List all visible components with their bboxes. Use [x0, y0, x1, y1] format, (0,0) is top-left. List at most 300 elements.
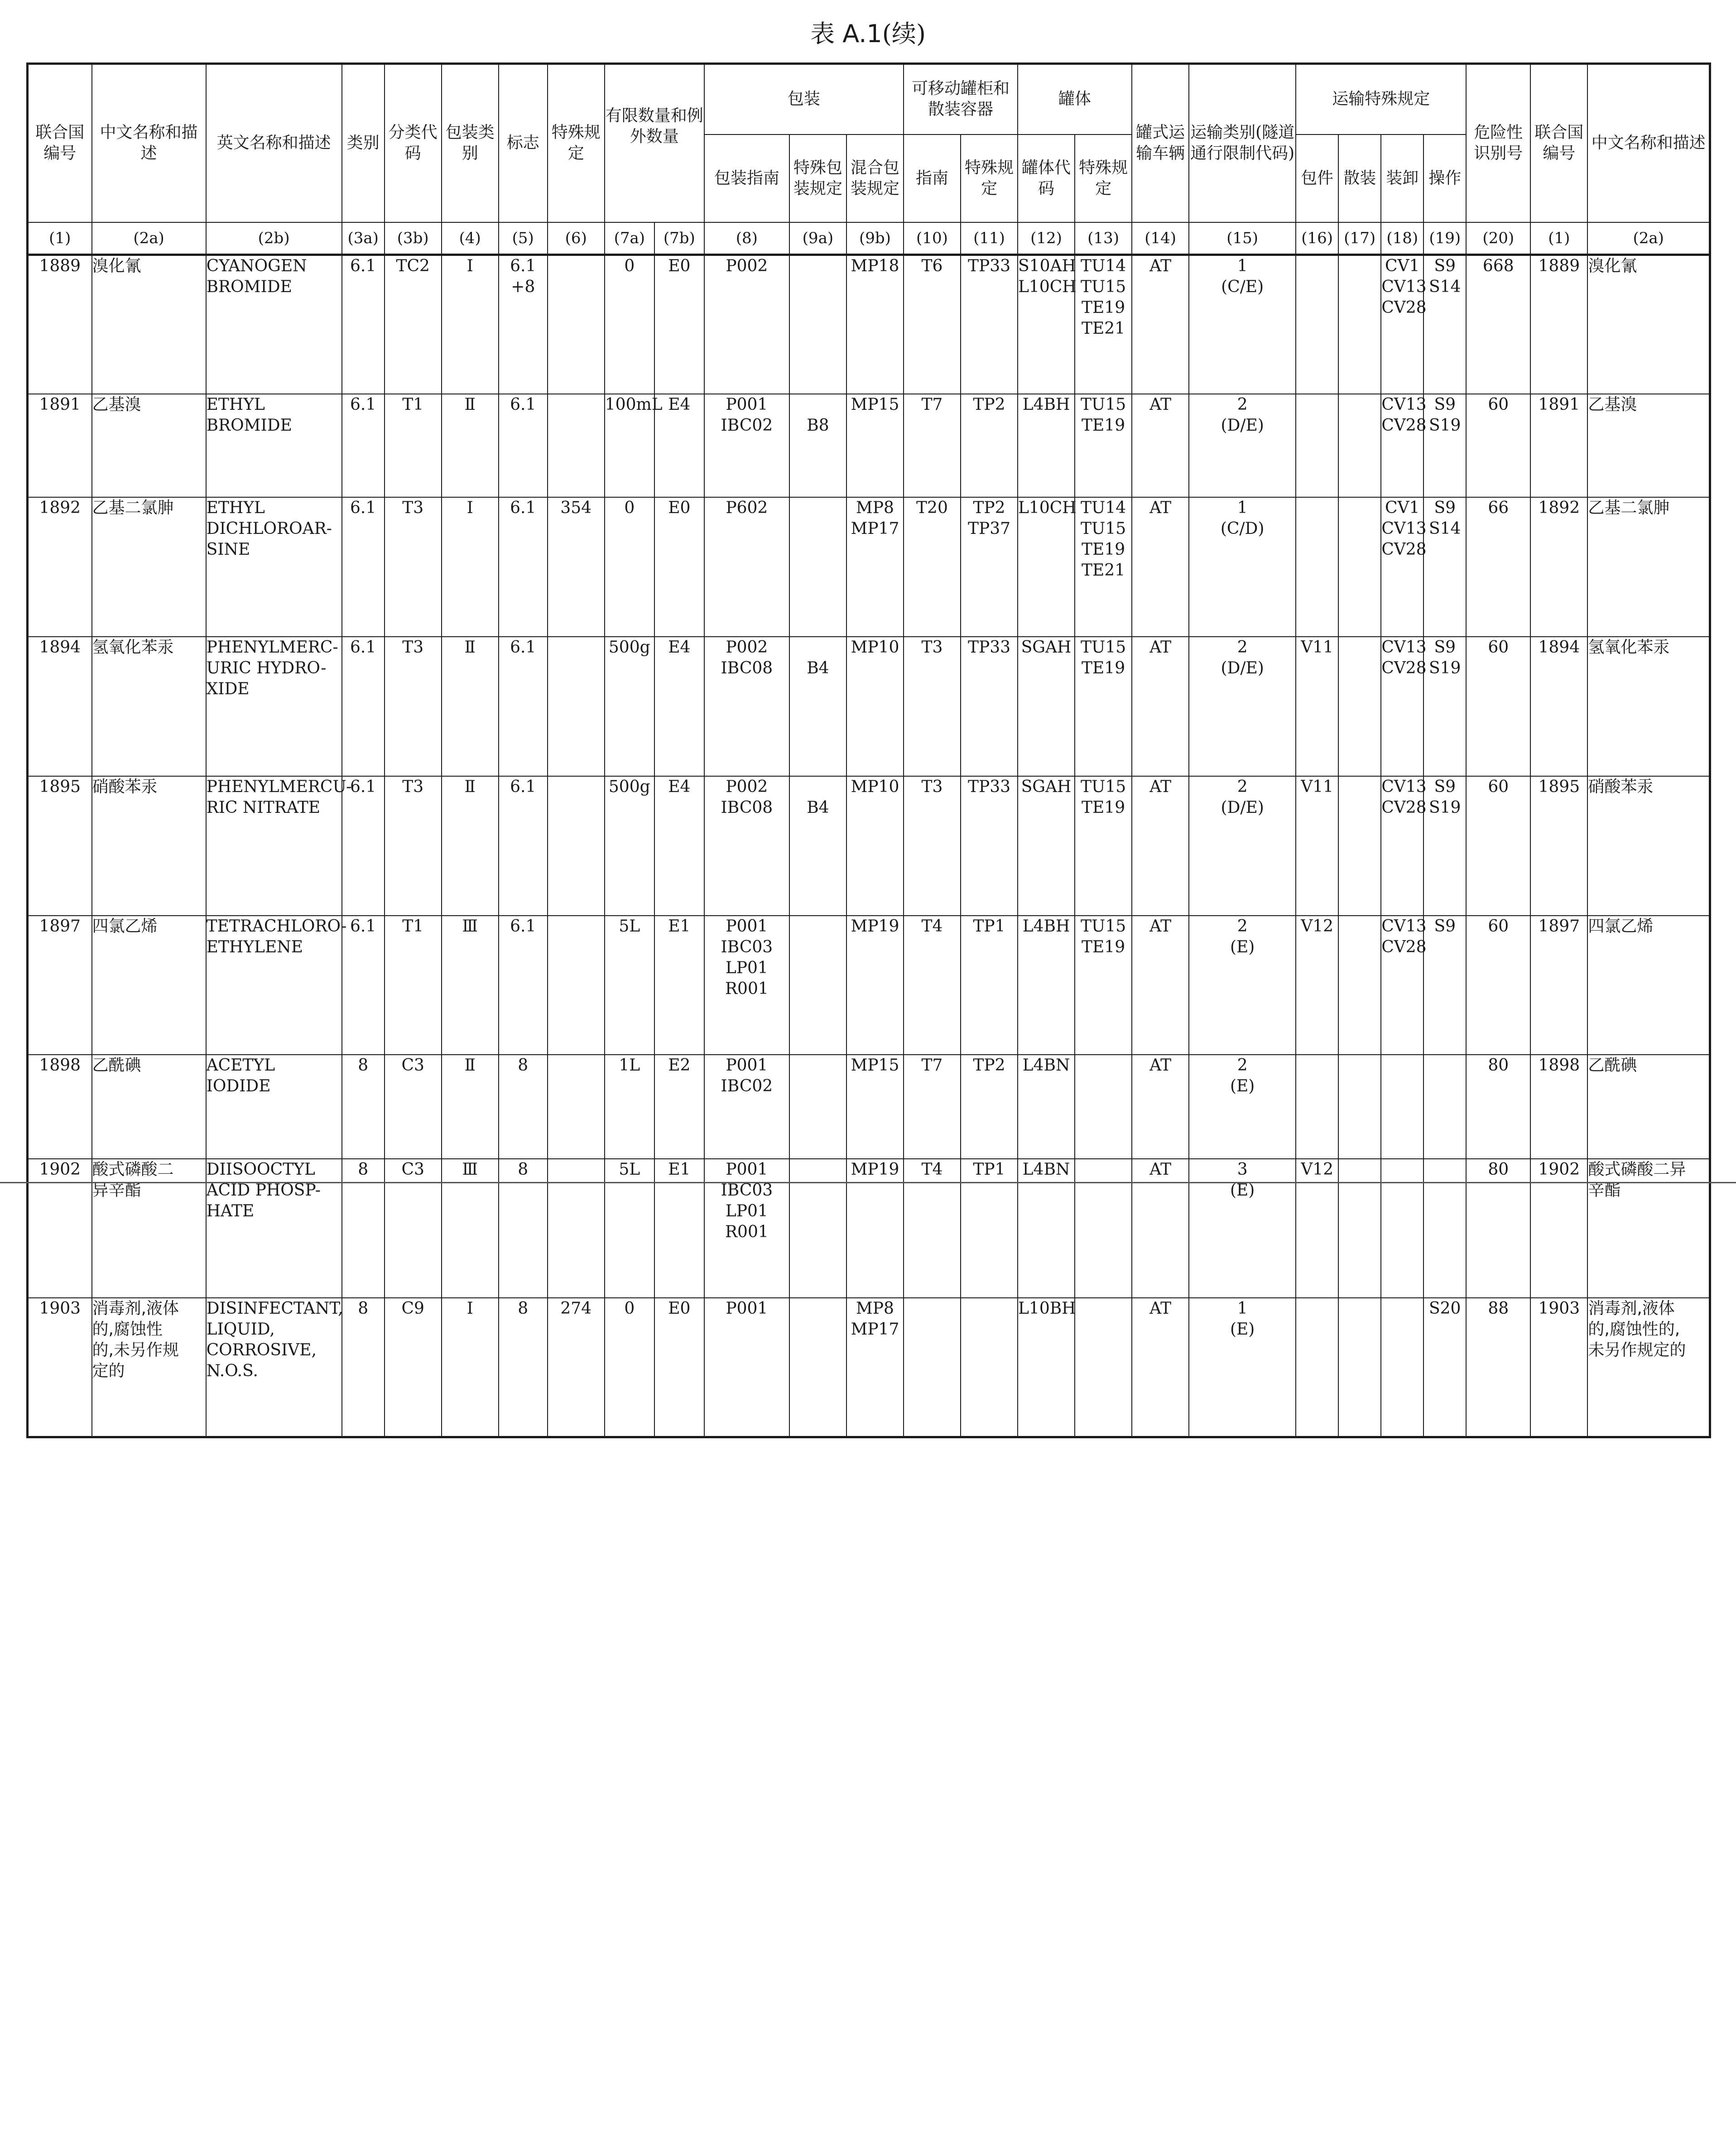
table-cell	[1018, 1298, 1075, 1437]
table-cell	[904, 776, 961, 916]
cell-line: Ⅱ	[464, 1056, 476, 1075]
cell-line: 1897	[39, 917, 81, 936]
table-cell	[1466, 394, 1530, 497]
cell-line: S19	[1428, 416, 1461, 435]
table-title-main: 表 A.1	[810, 19, 882, 48]
cell-line: L10CH	[1018, 278, 1077, 296]
cell-line: (D/E)	[1221, 416, 1264, 435]
column-number: (16)	[1296, 222, 1338, 255]
cell-line: P002	[726, 257, 768, 275]
column-number: (3b)	[385, 222, 442, 255]
cell-line: 2	[1237, 917, 1248, 936]
table-cell	[342, 637, 385, 776]
table-cell	[1587, 637, 1710, 776]
column-number: (19)	[1423, 222, 1466, 255]
cell-line: 氢氧化苯汞	[92, 638, 174, 657]
table-cell	[385, 637, 442, 776]
header-cn-name-repeat: 中文名称和描述	[1587, 64, 1710, 222]
column-number: (17)	[1338, 222, 1381, 255]
cell-line	[1296, 256, 1338, 277]
cell-line: 1894	[1538, 638, 1580, 657]
cell-line: MP15	[851, 1056, 899, 1075]
cell-line: E4	[668, 777, 691, 796]
cell-line: 6.1	[350, 917, 376, 936]
table-cell	[1075, 776, 1132, 916]
table-cell	[28, 916, 92, 1055]
table-row	[28, 637, 1710, 776]
table-cell	[904, 1055, 961, 1159]
table-cell	[385, 394, 442, 497]
cell-line: 1892	[39, 498, 81, 517]
cell-line: L4BN	[1022, 1056, 1070, 1075]
table-cell	[1018, 916, 1075, 1055]
cell-line: S19	[1428, 658, 1461, 677]
cell-line: P001	[726, 1160, 768, 1179]
table-cell	[961, 1159, 1018, 1298]
table-cell	[499, 1298, 548, 1437]
cell-line: T4	[921, 917, 943, 936]
table-cell	[1296, 1055, 1338, 1159]
table-cell	[342, 776, 385, 916]
cell-line: (C/D)	[1220, 519, 1265, 538]
cell-line: B4	[807, 798, 829, 817]
cell-line: CV13	[1381, 278, 1427, 296]
cell-line: P002	[726, 777, 768, 796]
cell-line: TP1	[973, 1160, 1005, 1179]
cell-line: S9	[1434, 777, 1456, 796]
table-cell	[1381, 916, 1427, 1055]
cell-line: 1902	[1538, 1160, 1580, 1179]
column-number: (7b)	[654, 222, 704, 255]
cell-line: I	[466, 1299, 473, 1318]
cell-line: L10CH	[1018, 498, 1077, 517]
cell-line: S9	[1434, 395, 1456, 414]
table-row	[28, 1298, 1710, 1437]
column-number: (11)	[961, 222, 1018, 255]
cell-line: TE19	[1082, 540, 1125, 559]
cell-line	[1381, 1159, 1423, 1180]
table-cell	[846, 637, 904, 776]
table-cell	[789, 776, 846, 916]
table-cell	[442, 255, 499, 394]
cell-line: (E)	[1230, 1076, 1255, 1095]
table-cell	[704, 255, 789, 394]
table-cell	[1075, 916, 1132, 1055]
cell-line: SGAH	[1021, 777, 1072, 796]
cell-line: CV28	[1381, 658, 1427, 677]
column-number-row	[28, 222, 1710, 255]
cell-line: P001	[726, 1299, 768, 1318]
table-cell	[548, 255, 605, 394]
table-title-suffix: (续)	[882, 19, 926, 48]
table-cell	[1018, 776, 1075, 916]
cell-line	[790, 1159, 846, 1180]
table-cell	[961, 637, 1018, 776]
cell-line	[1339, 394, 1380, 415]
cell-line: AT	[1149, 257, 1172, 275]
cell-line: E4	[668, 638, 691, 657]
cell-line	[1075, 1159, 1131, 1180]
cell-line: 6.1	[350, 257, 376, 275]
cell-line: 未另作规定的	[1588, 1340, 1686, 1359]
cell-line: T20	[916, 498, 948, 517]
table-cell	[1381, 394, 1427, 497]
table-cell	[1530, 1159, 1587, 1298]
cell-line: 酸式磷酸二	[92, 1160, 174, 1179]
table-cell	[28, 1055, 92, 1159]
cell-line: AT	[1149, 1056, 1172, 1075]
cell-line: S14	[1428, 519, 1461, 538]
cell-line: TETRACHLORO-	[206, 917, 347, 936]
header-ts-package: 包件	[1296, 134, 1338, 222]
table-cell	[704, 497, 789, 637]
cell-line: 0	[624, 1299, 635, 1318]
cell-line: HATE	[206, 1201, 255, 1220]
table-cell	[654, 1159, 704, 1298]
header-label: 标志	[499, 64, 548, 222]
cell-line: IBC02	[721, 1076, 773, 1095]
cell-line: I	[466, 257, 473, 275]
table-cell	[789, 1159, 846, 1298]
cell-line: BROMIDE	[206, 416, 292, 435]
table-cell	[1075, 394, 1132, 497]
table-cell	[1423, 1298, 1466, 1437]
table-cell	[1530, 776, 1587, 916]
cell-line: TE21	[1082, 561, 1125, 580]
table-cell	[1189, 1298, 1296, 1437]
header-pt-special: 特殊规定	[961, 134, 1018, 222]
table-cell	[92, 637, 206, 776]
table-cell	[206, 1159, 342, 1298]
table-cell	[1338, 776, 1381, 916]
table-cell	[92, 394, 206, 497]
cell-line: 溴化氰	[1588, 257, 1637, 275]
table-cell	[342, 255, 385, 394]
cell-line: 1903	[39, 1299, 81, 1318]
cell-line: DICHLOROAR-	[206, 519, 332, 538]
cell-line: S9	[1434, 917, 1456, 936]
cell-line: 1898	[1538, 1056, 1580, 1075]
table-cell	[846, 255, 904, 394]
cell-line: PHENYLMERCU-	[206, 777, 352, 796]
table-cell	[961, 497, 1018, 637]
cell-line: 6.1	[350, 777, 376, 796]
table-body	[28, 255, 1710, 1437]
cell-line	[548, 256, 604, 277]
table-cell	[846, 776, 904, 916]
cell-line	[1296, 1055, 1338, 1076]
table-cell	[1189, 776, 1296, 916]
cell-line: CV13	[1381, 917, 1427, 936]
cell-line: CV28	[1381, 937, 1427, 956]
cell-line: Ⅱ	[464, 777, 476, 796]
table-cell	[846, 1159, 904, 1298]
cell-line: 1903	[1538, 1299, 1580, 1318]
table-cell	[904, 916, 961, 1055]
table-cell	[499, 497, 548, 637]
cell-line	[1339, 1055, 1380, 1076]
table-cell	[1587, 497, 1710, 637]
cell-line: T3	[402, 638, 424, 657]
table-cell	[1075, 1159, 1132, 1298]
cell-line: IODIDE	[206, 1076, 271, 1095]
table-cell	[1530, 1298, 1587, 1437]
cell-line: 60	[1488, 395, 1509, 414]
table-row	[28, 394, 1710, 497]
cell-line: T4	[921, 1160, 943, 1179]
table-cell	[1075, 1298, 1132, 1437]
table-cell	[1423, 637, 1466, 776]
cell-line: Ⅱ	[464, 638, 476, 657]
dangerous-goods-table	[26, 62, 1711, 1438]
cell-line: 60	[1488, 917, 1509, 936]
cell-line: LP01	[725, 958, 768, 977]
cell-line: V12	[1301, 917, 1334, 936]
table-row	[28, 776, 1710, 916]
table-cell	[1466, 1159, 1530, 1298]
cell-line: 1889	[1538, 257, 1580, 275]
cell-line: 2	[1237, 1056, 1248, 1075]
table-cell	[1018, 637, 1075, 776]
cell-line: T3	[402, 498, 424, 517]
table-cell	[499, 1159, 548, 1298]
cell-line: 6.1	[510, 638, 536, 657]
cell-line: TP2	[973, 395, 1005, 414]
table-cell	[1132, 776, 1189, 916]
table-cell	[1018, 497, 1075, 637]
cell-line: TU14	[1080, 498, 1126, 517]
cell-line	[961, 1298, 1017, 1319]
header-mixed-pack: 混合包装规定	[846, 134, 904, 222]
header-transport-special: 运输特殊规定	[1296, 64, 1466, 134]
table-cell	[961, 255, 1018, 394]
table-cell	[1587, 1055, 1710, 1159]
cell-line: T1	[402, 395, 424, 414]
table-cell	[206, 916, 347, 1055]
table-cell	[1338, 394, 1381, 497]
header-tank: 罐体	[1018, 64, 1132, 134]
table-cell	[1466, 497, 1530, 637]
cell-line: P001	[726, 395, 768, 414]
cell-line: CV13	[1381, 395, 1427, 414]
table-cell	[499, 637, 548, 776]
cell-line	[1339, 1159, 1380, 1180]
cell-line	[1339, 637, 1380, 658]
table-cell	[1338, 916, 1381, 1055]
table-cell	[704, 637, 789, 776]
cell-line	[1339, 1298, 1380, 1319]
cell-line: TU15	[1080, 638, 1126, 657]
header-portable-tank: 可移动罐柜和散装容器	[904, 64, 1018, 134]
table-cell	[1587, 394, 1710, 497]
cell-line: 6.1	[510, 498, 536, 517]
table-cell	[1296, 1159, 1338, 1298]
cell-line: IBC08	[721, 658, 773, 677]
cell-line: PHENYLMERC-	[206, 638, 338, 657]
cell-line: 6.1	[510, 777, 536, 796]
column-number: (4)	[442, 222, 499, 255]
cell-line: 2	[1237, 638, 1248, 657]
table-cell	[1466, 776, 1530, 916]
cell-line	[1075, 1298, 1131, 1319]
cell-line: ETHYL	[206, 498, 265, 517]
cell-line: 354	[560, 498, 592, 517]
cell-line: 1895	[39, 777, 81, 796]
table-cell	[704, 776, 789, 916]
table-cell	[704, 1159, 789, 1298]
table-cell	[1296, 1298, 1338, 1437]
column-number: (20)	[1466, 222, 1530, 255]
cell-line: S19	[1428, 798, 1461, 817]
table-cell	[654, 1298, 704, 1437]
header-pack-group: 包装类别	[442, 64, 499, 222]
cell-line: CV13	[1381, 638, 1427, 657]
table-cell	[1466, 916, 1530, 1055]
cell-line: S9	[1434, 498, 1456, 517]
cell-line: TP33	[967, 638, 1011, 657]
column-number: (13)	[1075, 222, 1132, 255]
cell-line: 8	[358, 1299, 369, 1318]
cell-line: TU15	[1080, 519, 1126, 538]
table-cell	[1466, 1298, 1530, 1437]
cell-line: 定的	[92, 1361, 125, 1380]
cell-line: DIISOOCTYL	[206, 1160, 315, 1179]
cell-line	[1339, 916, 1380, 937]
cell-line: 8	[518, 1056, 529, 1075]
column-number: (2b)	[206, 222, 342, 255]
table-cell	[548, 1298, 605, 1437]
cell-line: 5L	[619, 917, 640, 936]
table-cell	[385, 776, 442, 916]
cell-line: 100mL	[605, 395, 663, 414]
column-number: (6)	[548, 222, 605, 255]
column-number: (1)	[28, 222, 92, 255]
table-cell	[846, 1055, 904, 1159]
header-special-prov: 特殊规定	[548, 64, 605, 222]
table-cell	[548, 497, 605, 637]
cell-line: C3	[401, 1056, 424, 1075]
table-cell	[92, 1159, 206, 1298]
cell-line: R001	[725, 1222, 769, 1241]
table-cell	[1296, 394, 1338, 497]
table-cell	[1189, 1159, 1296, 1298]
table-cell	[92, 776, 206, 916]
table-cell	[1381, 637, 1427, 776]
table-cell	[1296, 776, 1338, 916]
cell-line: RIC NITRATE	[206, 798, 321, 817]
cell-line	[790, 777, 846, 797]
table-cell	[1018, 394, 1075, 497]
column-number: (2a)	[92, 222, 206, 255]
cell-line: ACETYL	[206, 1056, 275, 1075]
cell-line: 乙基二氯胂	[92, 498, 174, 517]
cell-line: MP8	[856, 1299, 894, 1318]
header-tank-code: 罐体代码	[1018, 134, 1075, 222]
cell-line: L4BH	[1022, 395, 1070, 414]
cell-line: L4BN	[1022, 1160, 1070, 1179]
cell-line	[1339, 498, 1380, 519]
table-cell	[904, 394, 961, 497]
cell-line: 1	[1237, 498, 1248, 517]
cell-line	[1296, 498, 1338, 519]
cell-line: 88	[1488, 1299, 1509, 1318]
cell-line: 的,未另作规	[92, 1340, 179, 1359]
cell-line: 四氯乙烯	[1588, 917, 1654, 936]
cell-line: TU15	[1080, 777, 1126, 796]
column-number: (8)	[704, 222, 789, 255]
table-cell	[605, 394, 663, 497]
cell-line	[904, 1298, 960, 1319]
cell-line: S14	[1428, 278, 1461, 296]
cell-line: CV28	[1381, 416, 1427, 435]
table-cell	[206, 255, 342, 394]
header-pack-instr: 包装指南	[704, 134, 789, 222]
cell-line: 溴化氰	[92, 257, 141, 275]
table-cell	[1423, 394, 1466, 497]
cell-line: 60	[1488, 777, 1509, 796]
table-cell	[1338, 255, 1381, 394]
table-cell	[1381, 776, 1427, 916]
cell-line: MP18	[851, 257, 899, 275]
table-cell	[1189, 1055, 1296, 1159]
table-cell	[1587, 1159, 1710, 1298]
table-cell	[605, 497, 654, 637]
cell-line: 5L	[619, 1160, 640, 1179]
table-cell	[28, 1159, 92, 1298]
table-cell	[1189, 255, 1296, 394]
cell-line: T7	[921, 1056, 943, 1075]
table-cell	[548, 1159, 605, 1298]
header-packaging: 包装	[704, 64, 904, 134]
table-cell	[1296, 255, 1338, 394]
cell-line: AT	[1149, 638, 1172, 657]
table-cell	[605, 776, 654, 916]
cell-line: 8	[518, 1299, 529, 1318]
cell-line: 2	[1237, 777, 1248, 796]
table-cell	[499, 1055, 548, 1159]
cell-line: TU15	[1080, 278, 1126, 296]
cell-line: (C/E)	[1221, 278, 1264, 296]
table-cell	[385, 1159, 442, 1298]
cell-line: C3	[401, 1160, 424, 1179]
cell-line: 的,腐蚀性	[92, 1320, 163, 1339]
table-cell	[1132, 1298, 1189, 1437]
cell-line: TE19	[1082, 298, 1125, 317]
table-cell	[206, 637, 342, 776]
table-cell	[846, 916, 904, 1055]
table-cell	[342, 1298, 385, 1437]
table-cell	[1381, 1298, 1423, 1437]
table-cell	[28, 255, 92, 394]
cell-line: SGAH	[1021, 638, 1072, 657]
cell-line: TE19	[1082, 798, 1125, 817]
table-row	[28, 1159, 1710, 1298]
cell-line: 乙基二氯胂	[1588, 498, 1670, 517]
cell-line: 1897	[1538, 917, 1580, 936]
table-cell	[342, 1159, 385, 1298]
table-cell	[961, 916, 1018, 1055]
cell-line: TU14	[1080, 257, 1126, 275]
cell-line: 硝酸苯汞	[1588, 777, 1654, 796]
header-limited-qty: 有限数量和例外数量	[605, 64, 704, 222]
header-tank-special: 特殊规定	[1075, 134, 1132, 222]
table-cell	[342, 916, 385, 1055]
cell-line	[790, 637, 846, 658]
table-cell	[846, 394, 904, 497]
header-transport-cat: 运输类别(隧道通行限制代码)	[1189, 64, 1296, 222]
cell-line: AT	[1149, 395, 1172, 414]
header-un-no: 联合国编号	[28, 64, 92, 222]
